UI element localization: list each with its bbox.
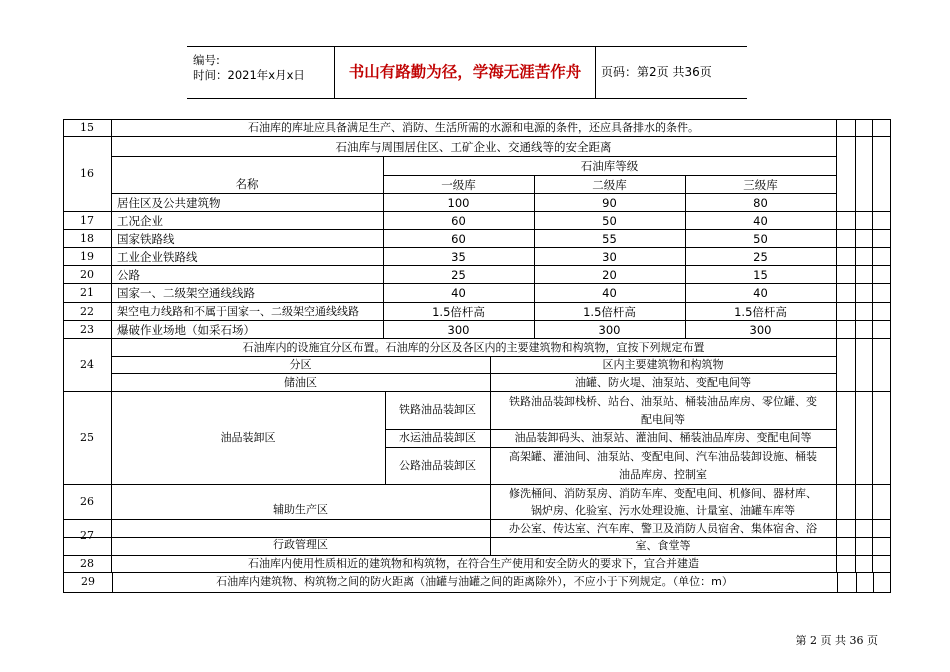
zone-buildings: 铁路油品装卸栈桥、站台、油泵站、桶装油品库房、零位罐、变 — [509, 395, 817, 408]
distance-value: 80 — [753, 196, 768, 210]
distance-value: 25 — [753, 250, 768, 264]
distance-value: 50 — [602, 214, 617, 228]
doc-number-label: 编号: — [193, 53, 220, 67]
zone-name: 油品装卸区 — [220, 431, 276, 444]
row-number: 23 — [80, 323, 94, 336]
name-column-label: 名称 — [235, 177, 259, 191]
row-15-text: 石油库的库址应具备满足生产、消防、生活所需的水源和电源的条件，还应具备排水的条件。 — [248, 121, 699, 134]
distance-value: 1.5倍杆高 — [432, 305, 485, 319]
row-number: 22 — [80, 305, 94, 318]
distance-value: 300 — [447, 323, 470, 337]
distance-value: 25 — [451, 268, 466, 282]
zone-buildings: 修洗桶间、消防泵房、消防车库、变配电间、机修间、器材库、 — [509, 487, 817, 500]
distance-table-title: 石油库与周围居住区、工矿企业、交通线等的安全距离 — [335, 140, 612, 154]
row-number: 29 — [81, 575, 95, 588]
doc-time-label: 时间：2021年x月x日 — [193, 68, 305, 82]
row-28-text: 石油库内使用性质相近的建筑物和构筑物，在符合生产使用和安全防火的要求下，宜合并建造 — [248, 557, 699, 570]
distance-value: 50 — [753, 232, 768, 246]
row-number: 20 — [80, 268, 94, 281]
distance-value: 1.5倍杆高 — [583, 305, 636, 319]
building-column-label: 区内主要建筑物和构筑物 — [602, 358, 724, 371]
distance-value: 30 — [602, 250, 617, 264]
row-number: 21 — [80, 286, 94, 299]
grade-1-label: 一级库 — [441, 178, 476, 192]
distance-row-name: 爆破作业场地（如采石场） — [117, 323, 255, 337]
zone-buildings: 锅炉房、化验室、污水处理设施、计量室、油罐车库等 — [531, 504, 795, 517]
grade-3-label: 三级库 — [743, 178, 778, 192]
distance-value: 60 — [451, 214, 466, 228]
distance-value: 60 — [451, 232, 466, 246]
distance-value: 40 — [451, 286, 466, 300]
header-page-label: 页码：第2页 共36页 — [601, 65, 712, 79]
distance-value: 20 — [602, 268, 617, 282]
zone-column-label: 分区 — [289, 358, 312, 371]
distance-row-name: 国家铁路线 — [117, 232, 175, 246]
distance-value: 90 — [602, 196, 617, 210]
grade-2-label: 二级库 — [592, 178, 627, 192]
row-number: 16 — [80, 167, 94, 180]
row-number: 27 — [80, 529, 94, 542]
distance-row-name: 公路 — [117, 268, 140, 282]
header-meta — [193, 53, 305, 83]
distance-value: 300 — [749, 323, 772, 337]
distance-value: 40 — [753, 214, 768, 228]
row-number: 28 — [80, 557, 94, 570]
row-24-text: 石油库内的设施宜分区布置。石油库的分区及各区内的主要建筑物和构筑物，宜按下列规定布置 — [242, 341, 705, 354]
distance-value: 40 — [602, 286, 617, 300]
row-number: 24 — [80, 358, 94, 371]
distance-value: 40 — [753, 286, 768, 300]
zone-buildings: 油品装卸码头、油泵站、灌油间、桶装油品库房、变配电间等 — [514, 431, 812, 444]
row-number: 18 — [80, 232, 94, 245]
subzone-name: 水运油品装卸区 — [399, 431, 476, 444]
row-number: 25 — [80, 431, 94, 444]
page-footer: 第 2 页 共 36 页 — [795, 634, 878, 647]
header-motto: 书山有路勤为径，学海无涯苦作舟 — [348, 63, 582, 81]
zone-buildings: 配电间等 — [641, 413, 685, 426]
row-29-text: 石油库内建筑物、构筑物之间的防火距离（油罐与油罐之间的距离除外），不应小于下列规定。（单位：m） — [216, 575, 733, 588]
subzone-name: 铁路油品装卸区 — [399, 403, 476, 416]
row-number: 15 — [80, 121, 94, 134]
grade-column-label: 石油库等级 — [580, 159, 639, 173]
distance-value: 15 — [753, 268, 768, 282]
zone-buildings: 油罐、防火堤、油泵站、变配电间等 — [575, 376, 751, 389]
distance-row-name: 工业企业铁路线 — [117, 250, 198, 264]
zone-name: 储油区 — [284, 376, 317, 389]
zone-buildings: 办公室、传达室、汽车库、警卫及消防人员宿舍、集体宿舍、浴 — [509, 522, 817, 535]
distance-row-name: 工况企业 — [117, 214, 163, 228]
zone-buildings: 油品库房、控制室 — [619, 468, 707, 481]
distance-row-name: 国家一、二级架空通线线路 — [117, 286, 255, 300]
row-number: 26 — [80, 495, 94, 508]
distance-value: 35 — [451, 250, 466, 264]
distance-value: 100 — [447, 196, 470, 210]
distance-value: 300 — [598, 323, 621, 337]
distance-value: 55 — [602, 232, 617, 246]
regulation-table — [63, 119, 891, 573]
zone-buildings: 高架罐、灌油间、油泵站、变配电间、汽车油品装卸设施、桶装 — [509, 450, 817, 463]
row-29 — [63, 573, 891, 593]
zone-name: 行政管理区 — [273, 538, 328, 551]
row-number: 17 — [80, 214, 94, 227]
row-number: 19 — [80, 250, 94, 263]
page-header — [187, 46, 747, 99]
distance-value: 1.5倍杆高 — [734, 305, 787, 319]
zone-buildings: 室、食堂等 — [635, 539, 691, 552]
zone-name: 辅助生产区 — [273, 503, 328, 516]
distance-row-name: 架空电力线路和不属于国家一、二级架空通线线路 — [117, 305, 359, 318]
subzone-name: 公路油品装卸区 — [399, 459, 476, 472]
distance-row-name: 居住区及公共建筑物 — [117, 196, 221, 210]
